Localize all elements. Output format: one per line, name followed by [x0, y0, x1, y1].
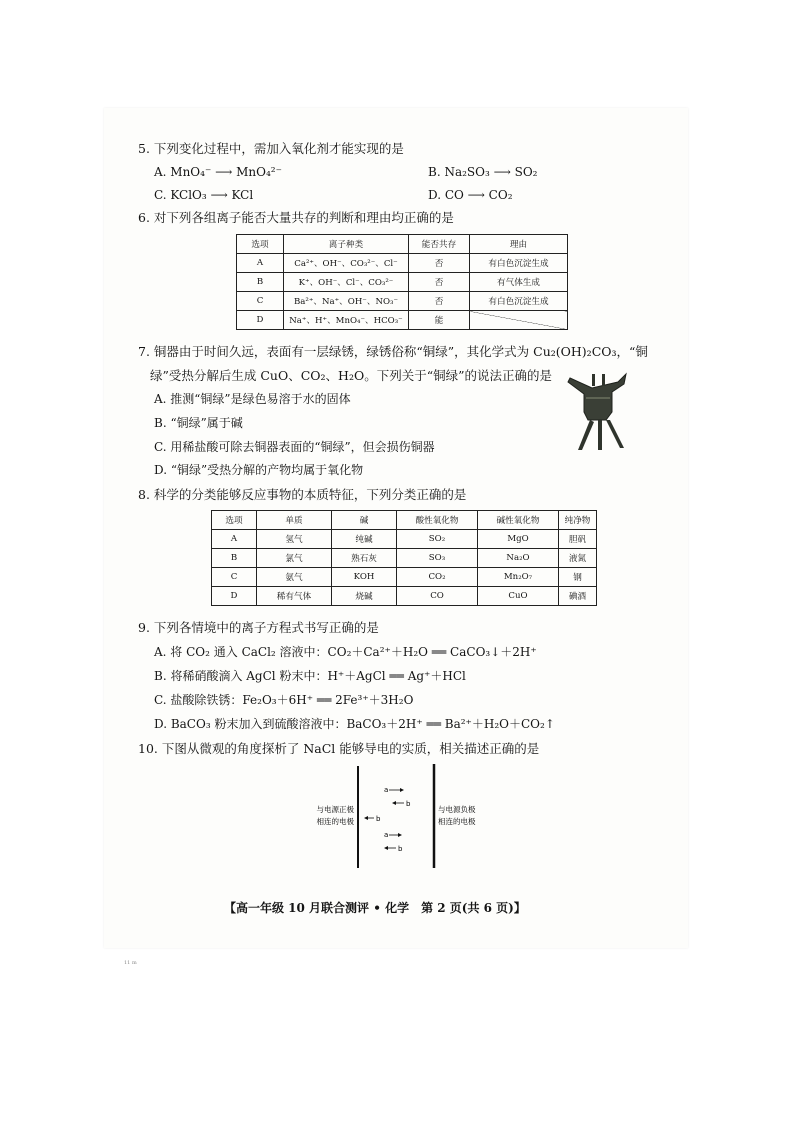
particle-b-label: b — [376, 815, 381, 823]
page-footer: 【高一年级 10 月联合测评 • 化学 第 2 页(共 6 页)】 — [224, 901, 526, 915]
table-cell: 能 — [409, 311, 470, 330]
table-cell: 稀有气体 — [257, 587, 332, 606]
table-row — [237, 311, 568, 330]
arrow-left-icon — [392, 801, 396, 805]
table-cell: A — [212, 530, 257, 549]
table-cell: 否 — [409, 273, 470, 292]
table-row — [237, 254, 568, 273]
q5-stem: 5. 下列变化过程中，需加入氧化剂才能实现的是 — [138, 141, 404, 156]
table-row — [237, 273, 568, 292]
q5-option-a: A. MnO₄⁻ ⟶ MnO₄²⁻ — [154, 165, 282, 179]
nacl-conduction-diagram — [300, 762, 500, 872]
table-cell: 否 — [409, 254, 470, 273]
table-cell: SO₃ — [397, 549, 478, 568]
q7-option-b: B. “铜绿”属于碱 — [154, 416, 243, 430]
table-cell: 否 — [409, 292, 470, 311]
particle-a-label: a — [384, 831, 389, 839]
table-cell: Na₂O — [478, 549, 559, 568]
table-cell: D — [237, 311, 284, 330]
table-cell: K⁺、OH⁻、Cl⁻、CO₃²⁻ — [284, 273, 409, 292]
table-cell: 氨气 — [257, 568, 332, 587]
table-cell: 纯碱 — [332, 530, 397, 549]
table-header: 碱 — [332, 511, 397, 530]
q5-option-b: B. Na₂SO₃ ⟶ SO₂ — [428, 165, 538, 179]
q9-option-d: D. BaCO₃ 粉末加入到硫酸溶液中：BaCO₃＋2H⁺ ══ Ba²⁺＋H₂O＋CO₂↑ — [154, 717, 555, 731]
arrow-right-icon — [400, 788, 404, 792]
table-cell: B — [212, 549, 257, 568]
q7-option-c: C. 用稀盐酸可除去铜器表面的“铜绿”，但会损伤铜器 — [154, 440, 435, 454]
table-cell: A — [237, 254, 284, 273]
table-cell: 碘酒 — [559, 587, 597, 606]
table-cell: 氯气 — [257, 549, 332, 568]
table-header: 能否共存 — [409, 235, 470, 254]
q7-option-a: A. 推测“铜绿”是绿色易溶于水的固体 — [154, 392, 351, 406]
q9-stem: 9. 下列各情境中的离子方程式书写正确的是 — [138, 620, 379, 635]
table-row — [212, 587, 597, 606]
table-row — [212, 530, 597, 549]
arrow-right-icon — [398, 833, 402, 837]
table-cell: Na⁺、H⁺、MnO₄⁻、HCO₃⁻ — [284, 311, 409, 330]
left-electrode-label-1: 与电源正极 — [316, 805, 354, 814]
table-header: 理由 — [470, 235, 568, 254]
q9-option-c: C. 盐酸除铁锈：Fe₂O₃＋6H⁺ ══ 2Fe³⁺＋3H₂O — [154, 693, 414, 707]
table-cell: 有白色沉淀生成 — [470, 292, 568, 311]
q6-table — [236, 234, 568, 330]
table-cell: Mn₂O₇ — [478, 568, 559, 587]
table-cell: 胆矾 — [559, 530, 597, 549]
right-electrode-label-1: 与电源负极 — [438, 805, 476, 814]
table-cell: Ca²⁺、OH⁻、CO₃²⁻、Cl⁻ — [284, 254, 409, 273]
table-cell: KOH — [332, 568, 397, 587]
table-cell: 烧碱 — [332, 587, 397, 606]
q8-stem: 8. 科学的分类能够反应事物的本质特征，下列分类正确的是 — [138, 487, 467, 502]
table-row — [237, 292, 568, 311]
q5-option-d: D. CO ⟶ CO₂ — [428, 188, 513, 202]
table-cell: 有白色沉淀生成 — [470, 254, 568, 273]
table-cell: 熟石灰 — [332, 549, 397, 568]
particle-b-label: b — [398, 845, 403, 853]
table-header: 纯净物 — [559, 511, 597, 530]
q8-table — [211, 510, 597, 606]
table-cell: B — [237, 273, 284, 292]
arrow-left-icon — [364, 816, 368, 820]
particle-b-label: b — [406, 800, 411, 808]
table-cell: 氢气 — [257, 530, 332, 549]
q6-stem: 6. 对下列各组离子能否大量共存的判断和理由均正确的是 — [138, 210, 454, 225]
q7-stem-line2: 绿”受热分解后生成 CuO、CO₂、H₂O。下列关于“铜绿”的说法正确的是 — [150, 368, 552, 383]
table-cell-slash — [470, 311, 568, 330]
table-row — [212, 549, 597, 568]
right-electrode-label-2: 相连的电极 — [438, 817, 476, 826]
table-cell: D — [212, 587, 257, 606]
q7-option-d: D. “铜绿”受热分解的产物均属于氧化物 — [154, 463, 364, 477]
table-header-row — [237, 235, 568, 254]
table-header: 选项 — [237, 235, 284, 254]
table-header: 酸性氧化物 — [397, 511, 478, 530]
q7-stem-line1: 7. 铜器由于时间久远，表面有一层绿锈，绿锈俗称“铜绿”，其化学式为 Cu₂(OH)₂CO₃，“铜 — [138, 344, 648, 359]
q9-option-b: B. 将稀硝酸滴入 AgCl 粉末中：H⁺＋AgCl ══ Ag⁺＋HCl — [154, 669, 466, 683]
table-cell: 钢 — [559, 568, 597, 587]
table-cell: 有气体生成 — [470, 273, 568, 292]
arrow-left-icon — [384, 846, 388, 850]
q5-option-c: C. KClO₃ ⟶ KCl — [154, 188, 254, 202]
table-header-row — [212, 511, 597, 530]
table-cell: CO₂ — [397, 568, 478, 587]
table-cell: C — [237, 292, 284, 311]
table-cell: 液氮 — [559, 549, 597, 568]
table-header: 单质 — [257, 511, 332, 530]
left-electrode-label-2: 相连的电极 — [316, 817, 354, 826]
table-row — [212, 568, 597, 587]
table-cell: C — [212, 568, 257, 587]
particle-a-label: a — [384, 786, 389, 794]
table-cell: Ba²⁺、Na⁺、OH⁻、NO₃⁻ — [284, 292, 409, 311]
table-cell: CO — [397, 587, 478, 606]
table-header: 碱性氧化物 — [478, 511, 559, 530]
q9-option-a: A. 将 CO₂ 通入 CaCl₂ 溶液中：CO₂＋Ca²⁺＋H₂O ══ CaCO₃↓＋2H⁺ — [154, 645, 537, 659]
table-cell: MgO — [478, 530, 559, 549]
table-cell: SO₂ — [397, 530, 478, 549]
table-header: 离子种类 — [284, 235, 409, 254]
scan-mark: 11 m — [124, 960, 137, 966]
table-cell: CuO — [478, 587, 559, 606]
table-header: 选项 — [212, 511, 257, 530]
bronze-vessel-image — [566, 368, 630, 452]
q10-stem: 10. 下图从微观的角度探析了 NaCl 能够导电的实质，相关描述正确的是 — [138, 741, 540, 756]
